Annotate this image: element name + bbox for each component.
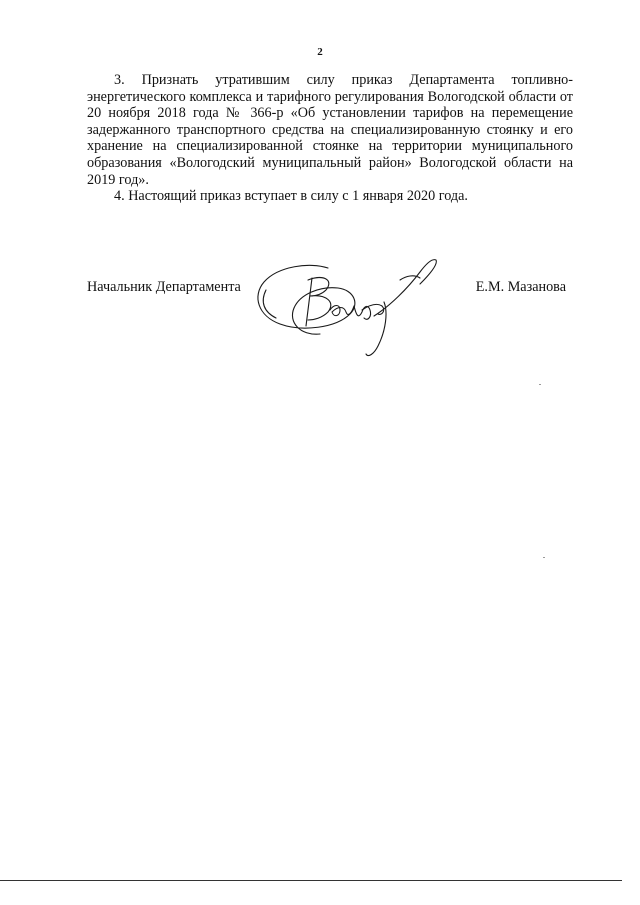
page-bottom-border <box>0 880 622 881</box>
paragraph-4: 4. Настоящий приказ вступает в силу с 1 января 2020 года. <box>114 188 468 205</box>
signer-name: Е.М. Мазанова <box>475 279 566 295</box>
scan-speck <box>539 384 541 385</box>
scan-speck <box>543 557 545 558</box>
page-number: 2 <box>317 46 323 58</box>
signer-title: Начальник Департамента <box>87 279 241 295</box>
document-body <box>87 72 573 205</box>
paragraph-3: 3. Признать утратившим силу приказ Департамента топливно-энергетического комплекса и тарифного регулирования Вологодской области от 20 ноября 2018 года № 366-р «Об установлении тарифов на перемещение задержанного транспортного средства на специализированную стоянку и его хранение на специализированной стоянке на территории муниципального образования «Вологодский муниципальный район» Вологодской области на 2019 год». <box>87 72 573 188</box>
handwritten-signature <box>250 250 440 360</box>
